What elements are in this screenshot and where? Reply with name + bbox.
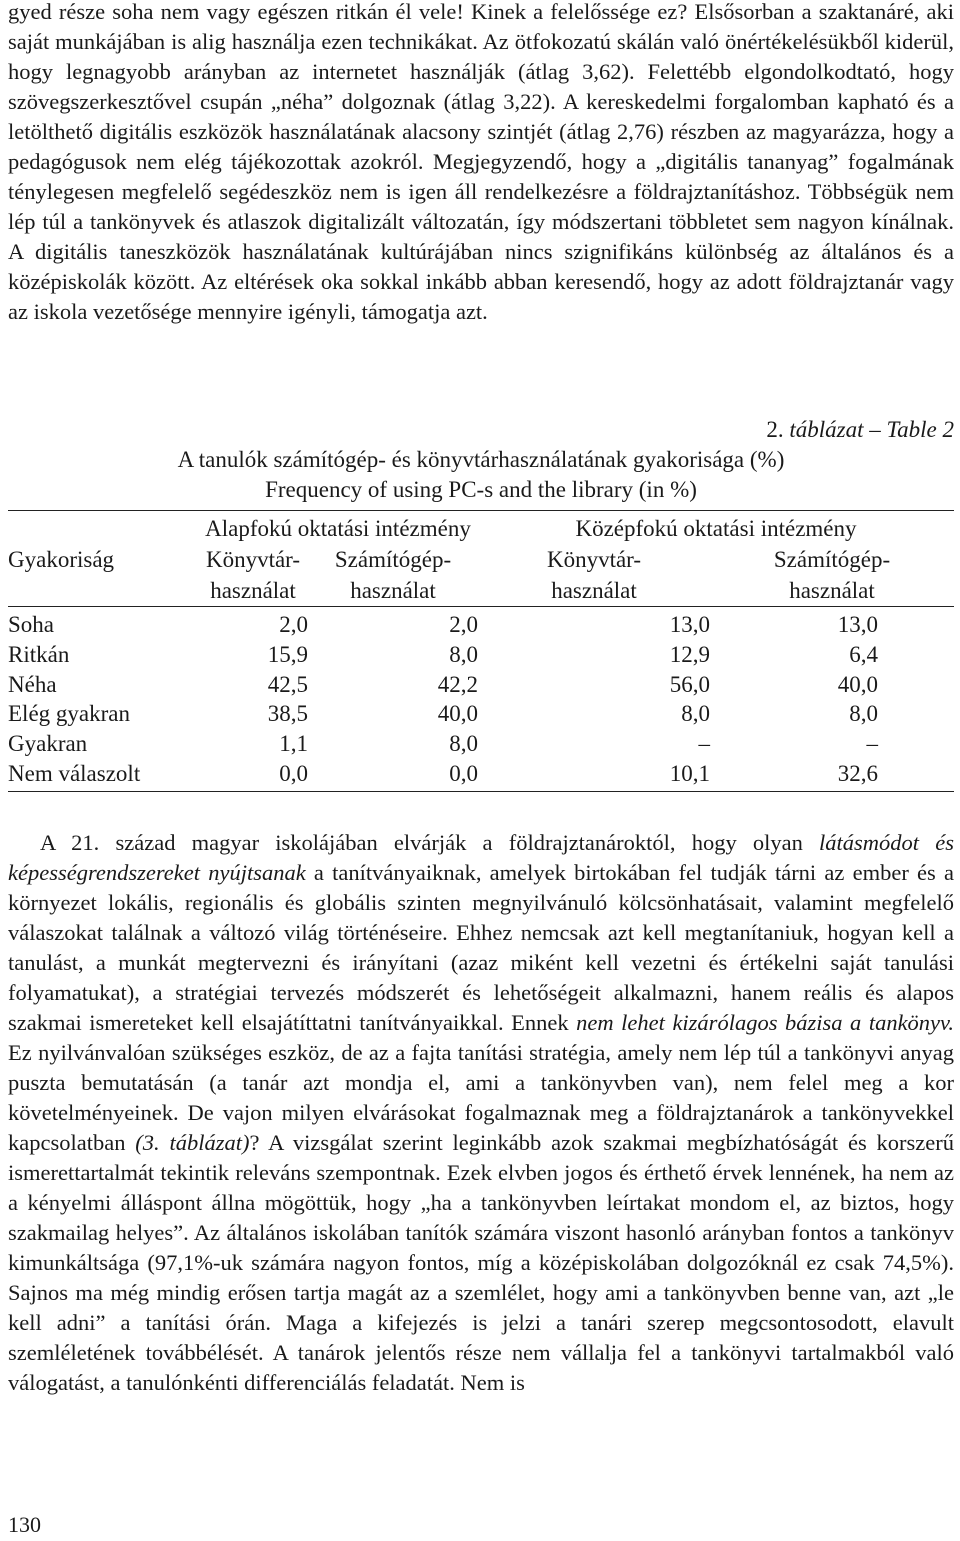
primary-library-value: 42,5 xyxy=(267,671,308,697)
secondary-computer-value: – xyxy=(866,731,878,757)
primary-library-value: 0,0 xyxy=(198,759,308,791)
paragraph-2-text-2: a tanítványaiknak, amelyek birtokában fel tudják tárni az ember és a környezet lokális, regionális és globális szinten megnyilvánuló kölcsönhatásait, valamint megfelelő válaszokat találnak a változó világ történéseire. Ehhez nemcsak azt kell megtanítaniuk, hogyan kell a tanulást, a munkát megtervezni és irányítani (azaz miként kell vezetni és értékelni saját tanulási folyamatukat), a stratégiai tervezés módszerét és lehetőségeit alkalmazni, hanem reális és alapos szakmai ismereteket kell elsajátíttatni tanítványaikkal. Ennek xyxy=(8,860,954,1035)
row-spacer xyxy=(878,699,954,729)
table-body xyxy=(8,607,954,792)
secondary-library-value: 13,0 xyxy=(669,612,710,637)
primary-library-value: 15,9 xyxy=(267,641,308,667)
secondary-library-value: 12,9 xyxy=(669,641,710,667)
paragraph-2-text-4: ? A vizsgálat szerint leginkább azok szakmai megbízhatóságát és korszerű ismerettartalmát tekintik releváns szempontnak. Ezek elvben jogos és érthető érvek lennének, ha nem az a kényelmi álláspont állna mögöttük, hogy „ha a tankönyvben leírtakat mondom el, az biztos, hogy szakmailag helyes”. Az általános iskolában tanítók számára viszont hasonló arányban fontos a tankönyv kimunkáltsága (97,1%-uk számára nagyon fontos, míg a középiskolában dolgozóknál ez csak 74,5%). Sajnos ma még mindig erősen tartja magát az a szemlélet, hogy ami a tankönyvben benne van, azt „le kell adni” a tanítási órán. Maga a kifejezés is jelzi a tanári szerep megcsontosodott, elavult szemléletének továbbélését. A tanárok jelentős része nem vállalja fel a tankönyvi tartalmakból való válogatást, a tanulónkénti differenciálás feladatát. Nem is xyxy=(8,1130,954,1395)
primary-computer-value: 42,2 xyxy=(437,671,478,697)
header-primary-computer-1: Számítógép- xyxy=(334,547,452,572)
row-label: Soha xyxy=(8,612,54,637)
paragraph-2-text-3: Ez nyilvánvalóan szükséges eszköz, de az a fajta tanítási stratégia, amely nem lép túl a tankönyvi anyag puszta bemutatásán (a tanár azt mondja el, ami a tankönyvben van), nem felel meg a kor követelményeinek. De vajon milyen elvárásokat fogalmaznak meg a földrajztanárok a tankönyvekkel kapcsolatban xyxy=(8,1040,954,1155)
table-row xyxy=(8,729,954,759)
secondary-library-value: 56,0 xyxy=(669,671,710,697)
primary-library-value: 1,1 xyxy=(279,731,308,757)
table-number-label: táblázat – Table 2 xyxy=(789,417,954,442)
row-label: Gyakran xyxy=(8,731,88,757)
header-secondary-computer-2: használat xyxy=(710,575,954,607)
header-primary-computer-2: használat xyxy=(308,575,478,607)
header-primary-library-1: Könyvtár- xyxy=(205,547,301,572)
row-spacer xyxy=(878,640,954,670)
secondary-library-value: 8,0 xyxy=(681,701,710,727)
table-row xyxy=(8,699,954,729)
header-frequency: Gyakoriság xyxy=(8,547,115,572)
header-secondary-computer-1: Számítógép- xyxy=(773,547,891,572)
table-header-row-1 xyxy=(8,511,954,545)
primary-library-value: 38,5 xyxy=(267,701,308,727)
primary-computer-value: 2,0 xyxy=(449,612,478,637)
table-number xyxy=(8,415,954,445)
paragraph-2-emphasis-2: nem lehet kizárólagos bázisa a tankönyv. xyxy=(576,1010,954,1035)
primary-library-value: 2,0 xyxy=(279,612,308,637)
secondary-computer-value: 40,0 xyxy=(837,671,878,697)
row-spacer xyxy=(878,607,954,640)
header-secondary-library-1: Könyvtár- xyxy=(546,547,642,572)
row-spacer xyxy=(878,670,954,700)
paragraph-1: gyed része soha nem vagy egészen ritkán él vele! Kinek a felelőssége ez? Elsősorban a szaktanáré, aki saját munkájában is alig használja ezen technikákat. Az ötfokozatú skálán való önértékelésükből kiderül, hogy legnagyobb arányban az internetet használják (átlag 3,62). Felettébb elgondolkodtató, hogy szövegszerkesztővel csupán „néha” dolgoznak (átlag 3,22). A kereskedelmi forgalomban kapható és a letölthető digitális eszközök használatának alacsony szintjét (átlag 2,76) részben az magyarázza, hogy a pedagógusok nem elég tájékozottak azokról. Megjegyzendő, hogy a „digitális tananyag” fogalmának ténylegesen megfelelő segédeszköz nem is igen áll rendelkezésre a földrajztanításhoz. Többségük nem lép túl a tankönyvek és atlaszok digitalizált változatán, így módszertani többletet sem nagyon kínálnak. A digitális taneszközök használatának kultúrájában nincs szignifikáns különbség az általános és a középiskolák között. Az eltérések oka sokkal inkább abban keresendő, hogy az adott földrajztanár vagy az iskola vezetősége mennyire igényli, támogatja azt. xyxy=(8,0,954,324)
primary-computer-value: 0,0 xyxy=(308,759,478,791)
table-row xyxy=(8,640,954,670)
header-group-primary: Alapfokú oktatási intézmény xyxy=(198,511,478,545)
secondary-library-value: – xyxy=(698,731,710,757)
table-header-row-2 xyxy=(8,544,954,575)
secondary-computer-value: 32,6 xyxy=(710,759,878,791)
table-title-en: Frequency of using PC-s and the library (in %) xyxy=(265,477,697,502)
table-caption xyxy=(8,415,954,505)
header-empty-cell xyxy=(8,511,198,545)
header-group-secondary: Középfokú oktatási intézmény xyxy=(478,511,954,545)
paragraph-2-text-1: A 21. század magyar iskolájában elvárják a földrajztanároktól, hogy olyan xyxy=(40,830,820,855)
table-number-digit: 2. xyxy=(766,417,784,442)
secondary-computer-value: 13,0 xyxy=(837,612,878,637)
paragraph-2-table-reference: (3. táblázat) xyxy=(135,1130,250,1155)
table-row xyxy=(8,607,954,640)
row-spacer xyxy=(878,759,954,791)
page-number: 130 xyxy=(8,1512,41,1537)
row-spacer xyxy=(878,729,954,759)
header-empty-cell xyxy=(8,575,198,607)
row-label: Nem válaszolt xyxy=(8,759,198,791)
table-title-hu: A tanulók számítógép- és könyvtárhasználatának gyakorisága (%) xyxy=(177,447,785,472)
primary-computer-value: 8,0 xyxy=(449,641,478,667)
frequency-table xyxy=(8,510,954,792)
header-secondary-library-2: használat xyxy=(478,575,710,607)
secondary-computer-value: 6,4 xyxy=(849,641,878,667)
primary-computer-value: 40,0 xyxy=(437,701,478,727)
table-row xyxy=(8,670,954,700)
paragraph-2-emphasis-1: látásmódot és képességrendszereket nyújtsanak xyxy=(8,830,954,885)
primary-computer-value: 8,0 xyxy=(449,731,478,757)
row-label: Néha xyxy=(8,671,57,697)
header-primary-library-2: használat xyxy=(198,575,308,607)
secondary-computer-value: 8,0 xyxy=(849,701,878,727)
table-row xyxy=(8,759,954,791)
secondary-library-value: 10,1 xyxy=(478,759,710,791)
table-header-row-3 xyxy=(8,575,954,607)
row-label: Elég gyakran xyxy=(8,701,130,727)
row-label: Ritkán xyxy=(8,641,70,667)
paragraph-2 xyxy=(8,828,954,1398)
